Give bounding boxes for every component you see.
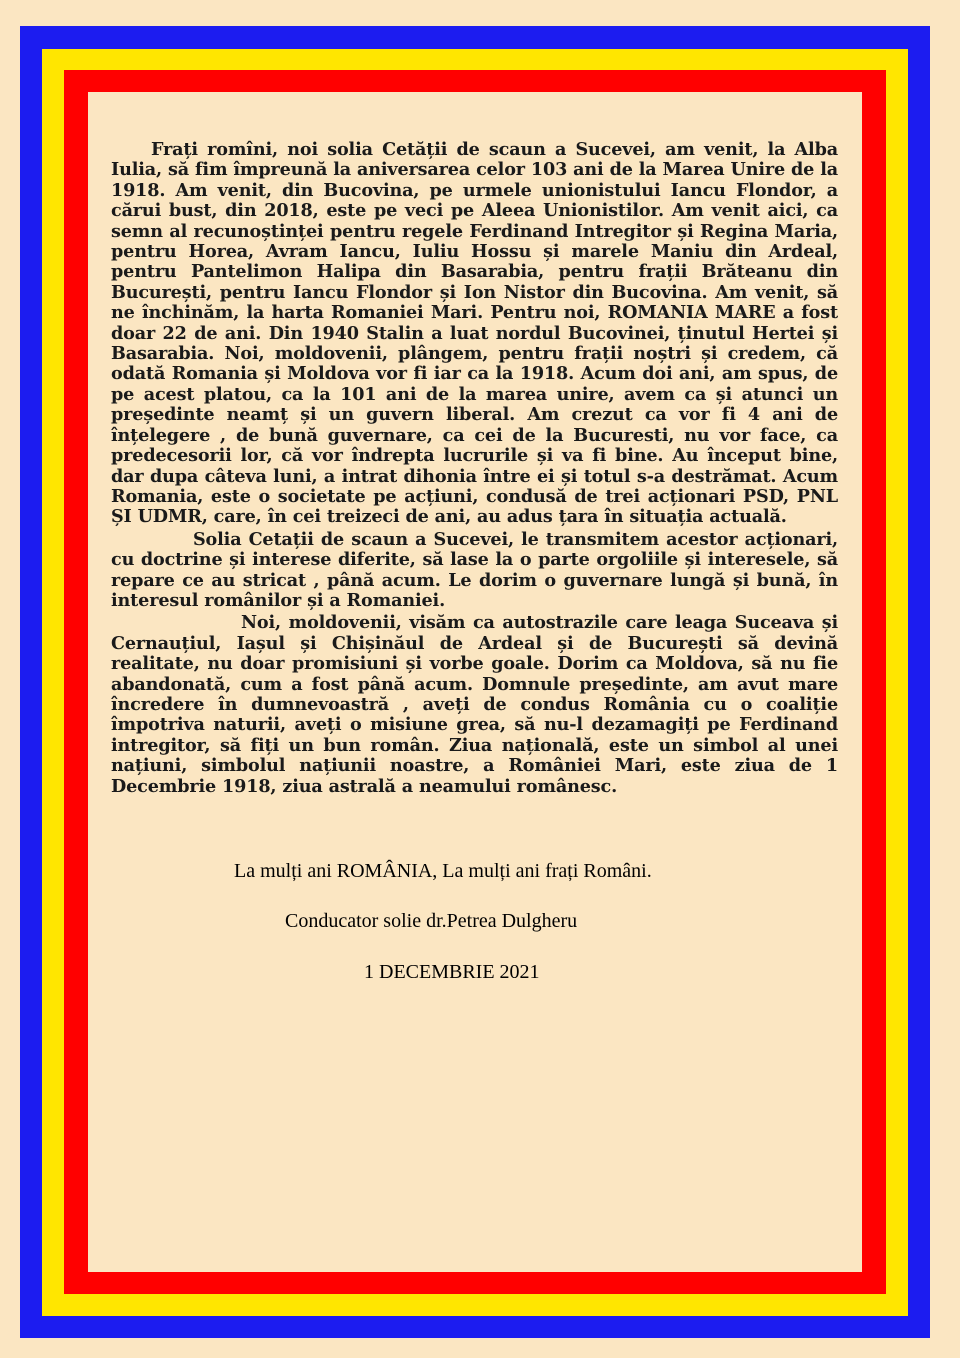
closing-greeting: La mulți ani ROMÂNIA, La mulți ani frați Români. [234,860,652,882]
date-line: 1 DECEMBRIE 2021 [364,961,540,983]
letter-body [111,140,838,797]
paragraph-1: Frați romîni, noi solia Cetății de scaun a Sucevei, am venit, la Alba Iulia, să fim împreună la aniversarea celor 103 ani de la Marea Unire de la 1918. Am venit, din Bucovina, pe urmele unionistului Iancu Flondor, a cărui bust, din 2018, este pe veci pe Aleea Unionistilor. Am venit aici, ca semn al recunoștinței pentru regele Ferdinand Intregitor și Regina Maria, pentru Horea, Avram Iancu, Iuliu Hossu și marele Maniu din Ardeal, pentru Pantelimon Halipa din Basarabia, pentru frații Brăteanu din București, pentru Iancu Flondor și Ion Nistor din Bucovina. Am venit, să ne închinăm, la harta Romaniei Mari. Pentru noi, ROMANIA MARE a fost doar 22 de ani. Din 1940 Stalin a luat nordul Bucovinei, ținutul Hertei și Basarabia. Noi, moldovenii, plângem, pentru frații noștri și credem, că odată Romania și Moldova vor fi iar ca la 1918. Acum doi ani, am spus, de pe acest platou, ca la 101 ani de la marea unire, avem ca și atunci un președinte neamț și un guvern liberal. Am crezut ca vor fi 4 ani de înțelegere , de bună guvernare, ca cei de la Bucuresti, nu vor face, ca predecesorii lor, că vor îndrepta lucrurile și va fi bine. Au început bine, dar dupa câteva luni, a intrat dihonia între ei și totul s-a destrămat. Acum Romania, este o societate pe acțiuni, condusă de trei acționari PSD, PNL ȘI UDMR, care, în cei treizeci de ani, au adus țara în situația actuală. [111,139,838,528]
signer-line: Conducator solie dr.Petrea Dulgheru [285,910,578,932]
paragraph-3: Noi, moldovenii, visăm ca autostrazile care leaga Suceava și Cernauțiul, Iașul și Chișinăul de Ardeal și de București să devină realitate, nu doar promisiuni și vorbe goale. Dorim ca Moldova, să nu fie abandonată, cum a fost până acum. Domnule președinte, am avut mare încredere în dumnevoastră , aveți de condus România cu o coaliție împotriva naturii, aveți o misiune grea, să nu-l dezamagiți pe Ferdinand intregitor, să fiți un bun român. Ziua națională, este un simbol al unei națiuni, simbolul națiunii noastre, a României Mari, este ziua de 1 Decembrie 1918, ziua astrală a neamului românesc. [111,612,838,797]
paragraph-2: Solia Cetații de scaun a Sucevei, le transmitem acestor acționari, cu doctrine și interese diferite, să lase la o parte orgoliile și interesele, să repare ce au stricat , până acum. Le dorim o guvernare lungă și bună, în interesul românilor și a Romaniei. [111,528,838,611]
